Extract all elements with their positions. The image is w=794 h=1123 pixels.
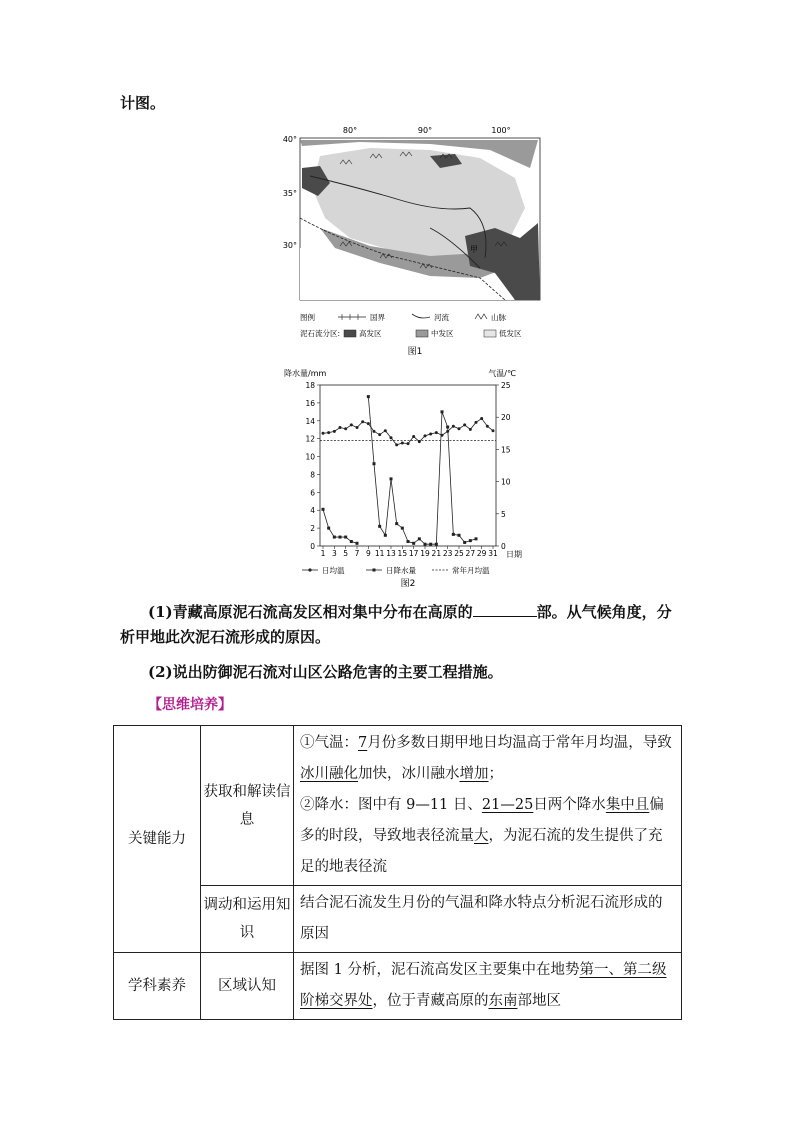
ytick-right-label: 15 xyxy=(501,445,511,455)
content-regional-cognition: 据图 1 分析，泥石流高发区主要集中在地势第一、第二级阶梯交界处，位于青藏高原的东南部地区 xyxy=(294,953,682,1020)
label-apply-knowledge: 调动和运用知识 xyxy=(201,886,294,953)
daily-precip-point xyxy=(333,536,336,539)
plot-frame xyxy=(320,385,496,546)
ylabel-right: 气温/℃ xyxy=(488,369,516,378)
figure1-caption: 图1 xyxy=(407,347,423,357)
xtick-label: 19 xyxy=(420,549,430,558)
xtick-label: 1 xyxy=(320,549,326,558)
daily-temp-point xyxy=(384,429,387,432)
label-regional-cognition: 区域认知 xyxy=(201,953,294,1020)
table-row xyxy=(114,953,682,1020)
xtick-label: 23 xyxy=(442,549,453,558)
daily-temp-point xyxy=(390,436,393,439)
legend-normal-temp: 常年月均温 xyxy=(452,566,490,575)
map-frame xyxy=(300,138,540,300)
daily-precip-point xyxy=(322,508,325,511)
lon-label-100: 100° xyxy=(491,126,511,135)
xtick-label: 13 xyxy=(386,549,396,558)
ytick-right-label: 10 xyxy=(501,477,511,487)
xtick-label: 15 xyxy=(397,549,408,558)
ytick-right-label: 5 xyxy=(501,509,506,519)
legend-high: 高发区 xyxy=(359,329,382,338)
daily-temp-point xyxy=(356,426,359,429)
daily-temp-point xyxy=(344,427,347,430)
series-daily-temp-line xyxy=(323,418,493,444)
daily-precip-point xyxy=(412,542,415,545)
ytick-left-label: 12 xyxy=(305,434,315,444)
legend-low: 低发区 xyxy=(499,329,522,338)
series-daily-precip-line xyxy=(323,397,476,545)
ytick-right-label: 25 xyxy=(501,381,511,390)
content-apply-knowledge: 结合泥石流发生月份的气温和降水特点分析泥石流形成的原因 xyxy=(294,886,682,953)
lat-label-35: 35° xyxy=(282,189,297,198)
legend-river: 河流 xyxy=(434,313,449,322)
xtick-label: 21 xyxy=(431,549,442,558)
legend-zone-title: 泥石流分区: xyxy=(300,329,341,338)
daily-precip-point xyxy=(463,541,466,544)
daily-temp-point xyxy=(424,434,427,437)
ytick-left-label: 14 xyxy=(305,416,315,426)
daily-temp-point xyxy=(407,442,410,445)
daily-precip-point xyxy=(469,539,472,542)
ytick-left-label: 4 xyxy=(310,506,315,516)
ytick-right-label: 0 xyxy=(501,542,506,551)
daily-precip-point xyxy=(327,527,330,530)
daily-precip-point xyxy=(373,462,376,465)
content-temperature: ①气温：7月份多数日期甲地日均温高于常年月均温，导致冰川融化加快，冰川融水增加； xyxy=(300,735,672,782)
daily-precip-point xyxy=(356,542,359,545)
daily-temp-point xyxy=(339,426,342,429)
daily-temp-point xyxy=(367,422,370,425)
content-obtain-info xyxy=(294,726,682,886)
daily-precip-point xyxy=(378,525,381,528)
legend-border: 国界 xyxy=(370,313,385,322)
daily-temp-point xyxy=(475,421,478,424)
daily-precip-point xyxy=(344,536,347,539)
map-legend xyxy=(300,312,522,338)
daily-temp-point xyxy=(350,423,353,426)
xtick-label: 9 xyxy=(365,549,371,558)
daily-temp-point xyxy=(458,427,461,430)
river-legend-icon xyxy=(412,314,430,318)
place-label-jia: 甲 xyxy=(470,245,478,254)
daily-temp-point xyxy=(322,432,325,435)
daily-precip-point xyxy=(395,522,398,525)
legend-low-swatch xyxy=(484,330,496,337)
daily-precip-point xyxy=(429,543,432,546)
daily-temp-point xyxy=(395,443,398,446)
daily-temp-point xyxy=(361,420,364,423)
lat-label-30: 30° xyxy=(282,241,297,250)
ytick-left-label: 8 xyxy=(310,470,315,480)
legend-title: 图例 xyxy=(300,313,315,322)
intro-text: 计图。 xyxy=(120,94,166,112)
daily-precip-point xyxy=(339,536,342,539)
legend-mid: 中发区 xyxy=(431,329,454,338)
q1-text-before: (1)青藏高原泥石流高发区相对集中分布在高原的 xyxy=(148,603,473,621)
daily-temp-point xyxy=(418,440,421,443)
ytick-left-label: 10 xyxy=(305,452,315,462)
daily-precip-point xyxy=(435,543,438,546)
daily-precip-point xyxy=(441,410,444,413)
chart-legend xyxy=(302,565,490,575)
daily-temp-point xyxy=(463,423,466,426)
daily-temp-point xyxy=(486,425,489,428)
xlabel: 日期 xyxy=(506,550,522,559)
xtick-label: 7 xyxy=(354,549,360,558)
legend-daily-precip: 日降水量 xyxy=(386,566,416,575)
daily-temp-point xyxy=(480,417,483,420)
daily-temp-point xyxy=(452,425,455,428)
lon-label-90: 90° xyxy=(417,126,433,135)
xtick-label: 27 xyxy=(465,549,476,558)
table-row xyxy=(114,726,682,886)
q1-text-after: 部。从气候角度，分析甲地此次泥石流形成的原因。 xyxy=(120,603,672,646)
xtick-label: 17 xyxy=(408,549,419,558)
ytick-left-label: 18 xyxy=(305,381,315,390)
legend-mountain: 山脉 xyxy=(491,313,506,322)
ytick-right-label: 20 xyxy=(501,413,511,423)
daily-precip-point xyxy=(390,477,393,480)
xtick-label: 11 xyxy=(374,549,385,558)
daily-precip-point xyxy=(384,534,387,537)
question-1 xyxy=(120,600,680,650)
daily-precip-point xyxy=(407,540,410,543)
question-2: (2)说出防御泥石流对山区公路危害的主要工程措施。 xyxy=(148,663,503,681)
content-precipitation: ②降水：图中有 9—11 日、21—25日两个降水集中且偏多的时段，导致地表径流量大，为泥石流的发生提供了充足的地表径流 xyxy=(300,797,664,875)
daily-precip-point xyxy=(475,537,478,540)
lat-label-40: 40° xyxy=(282,135,297,144)
xtick-label: 3 xyxy=(331,549,337,558)
legend-mid-swatch xyxy=(416,330,428,337)
daily-precip-point xyxy=(452,533,455,536)
xtick-label: 31 xyxy=(488,549,498,558)
daily-precip-point xyxy=(367,395,370,398)
xtick-label: 5 xyxy=(343,549,349,558)
daily-temp-point xyxy=(435,431,438,434)
xtick-label: 25 xyxy=(454,549,464,558)
thinking-table xyxy=(113,725,682,1020)
daily-precip-point xyxy=(418,537,421,540)
daily-temp-point xyxy=(333,430,336,433)
daily-temp-point xyxy=(401,441,404,444)
section-tag-thinking: 【思维培养】 xyxy=(148,697,232,713)
daily-precip-point xyxy=(446,426,449,429)
daily-temp-point xyxy=(492,429,495,432)
legend-high-swatch xyxy=(344,330,356,337)
figure2-caption: 图2 xyxy=(400,579,416,589)
ytick-left-label: 0 xyxy=(310,542,315,551)
daily-temp-point xyxy=(327,431,330,434)
daily-precip-point xyxy=(401,527,404,530)
figure1-map xyxy=(280,128,550,360)
daily-temp-point xyxy=(469,428,472,431)
daily-temp-point xyxy=(412,435,415,438)
daily-temp-point xyxy=(378,433,381,436)
figure2-chart xyxy=(280,365,520,590)
ylabel-left: 降水量/mm xyxy=(284,369,327,378)
daily-temp-point xyxy=(429,432,432,435)
group-subject-literacy: 学科素养 xyxy=(114,953,201,1020)
daily-precip-point xyxy=(424,543,427,546)
xtick-label: 29 xyxy=(476,549,487,558)
ytick-left-label: 2 xyxy=(310,524,315,534)
legend-daily-temp: 日均温 xyxy=(322,566,345,575)
mountain-legend-icon xyxy=(475,314,487,319)
daily-temp-point xyxy=(373,430,376,433)
ytick-left-label: 16 xyxy=(305,398,315,408)
q1-answer-blank[interactable] xyxy=(473,602,537,617)
label-obtain-info: 获取和解读信息 xyxy=(201,726,294,886)
ytick-left-label: 6 xyxy=(310,488,315,498)
lon-label-80: 80° xyxy=(342,126,358,135)
group-key-ability: 关键能力 xyxy=(114,726,201,953)
daily-precip-point xyxy=(350,540,353,543)
daily-precip-point xyxy=(458,534,461,537)
